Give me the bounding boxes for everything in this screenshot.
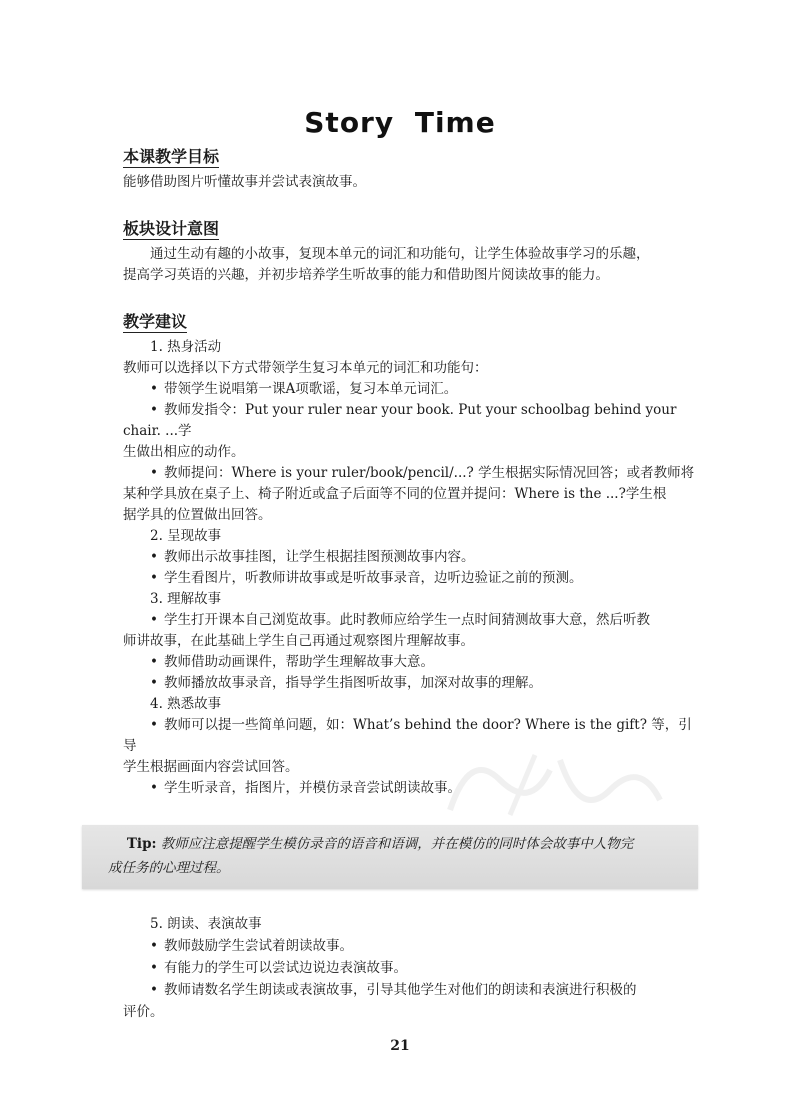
tip-content-1: 教师应注意提醒学生模仿录音的语音和语调，并在模仿的同时体会故事中人物完 [160,836,634,852]
section-heading-design: 板块设计意图 [123,219,220,238]
step1-bullet-2-line-2: 生做出相应的动作。 [123,444,245,460]
step1-bullet-2-line-1: • 教师发指令：Put your ruler near your book. Put your schoolbag behind your chair. ...学 [123,400,703,442]
step4-bullet-1-line-1: • 教师可以提一些简单问题，如：What’s behind the door? Where is the gift? 等，引导 [123,715,703,757]
step5-bullet-2: • 有能力的学生可以尝试边说边表演故事。 [123,957,703,979]
step5-bullet-3-line-1: • 教师请数名学生朗读或表演故事，引导其他学生对他们的朗读和表演进行积极的 [123,979,703,1001]
step3-bullet-1-line-1: • 学生打开课本自己浏览故事。此时教师应给学生一点时间猜测故事大意，然后听教 [123,610,703,631]
tip-text [108,832,688,880]
design-text-line-1: 通过生动有趣的小故事，复现本单元的词汇和功能句，让学生体验故事学习的乐趣， [150,246,650,262]
step3-bullet-1-line-2: 师讲故事，在此基础上学生自己再通过观察图片理解故事。 [123,633,474,649]
step-title-3: 3. 理解故事 [150,591,222,607]
step5-bullet-1: • 教师鼓励学生尝试着朗读故事。 [123,935,703,957]
step3-bullet-3: • 教师播放故事录音，指导学生指图听故事，加深对故事的理解。 [123,673,703,694]
step3-bullet-2: • 教师借助动画课件，帮助学生理解故事大意。 [123,652,703,673]
section-heading-suggestions: 教学建议 [123,312,188,331]
step-title-5: 5. 朗读、表演故事 [150,916,262,932]
page-title: Story Time [304,106,496,139]
watermark-graphic [440,740,670,830]
step-title-2: 2. 呈现故事 [150,528,222,544]
step-title-1: 1. 热身活动 [150,339,222,355]
tip-label: Tip: [126,836,157,852]
section-heading-goals: 本课教学目标 [123,147,220,166]
main-content [123,147,703,799]
tip-content-2: 成任务的心理过程。 [108,860,230,876]
step5-bullet-3-line-2: 评价。 [123,1004,164,1020]
step1-bullet-3-line-3: 据学具的位置做出回答。 [123,507,272,523]
design-text-line-2: 提高学习英语的兴趣，并初步培养学生听故事的能力和借助图片阅读故事的能力。 [123,267,609,283]
step4-bullet-1-line-2: 学生根据画面内容尝试回答。 [123,759,299,775]
step-title-4: 4. 熟悉故事 [150,696,222,712]
step4-bullet-2: • 学生听录音，指图片，并模仿录音尝试朗读故事。 [123,778,703,799]
tip-line-1 [108,832,688,856]
step1-bullet-3-line-1: • 教师提问：Where is your ruler/book/pencil/...? 学生根据实际情况回答；或者教师将 [123,463,703,484]
step2-bullet-2: • 学生看图片，听教师讲故事或是听故事录音，边听边验证之前的预测。 [123,568,703,589]
step1-bullet-3-line-2: 某种学具放在桌子上、椅子附近或盒子后面等不同的位置并提问：Where is the ...?学生根 [123,486,667,502]
step2-bullet-1: • 教师出示故事挂图，让学生根据挂图预测故事内容。 [123,547,703,568]
step5-content [123,913,703,1023]
step1-intro: 教师可以选择以下方式带领学生复习本单元的词汇和功能句： [123,360,488,376]
page-number: 21 [390,1038,410,1054]
step1-bullet-1: • 带领学生说唱第一课A项歌谣，复习本单元词汇。 [123,379,703,400]
goals-text: 能够借助图片听懂故事并尝试表演故事。 [123,174,366,190]
